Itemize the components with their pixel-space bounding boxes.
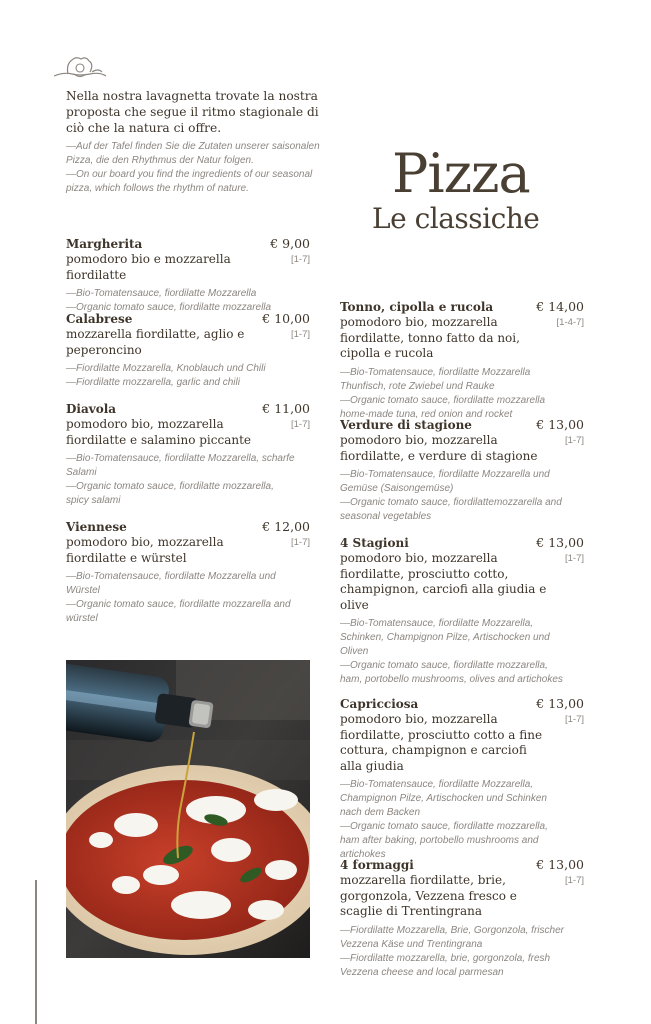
- item-allergens: [1-7]: [290, 254, 310, 265]
- item-description: mozzarella fiordilatte, aglio e peperoncino: [66, 327, 245, 357]
- item-price: € 13,00: [536, 696, 584, 711]
- item-description: pomodoro bio, mozzarella fiordilatte, tonno fatto da noi, cipolla e rucola: [340, 315, 520, 360]
- item-english: —Organic tomato sauce, fiordilatte mozzarella home-made tuna, red onion and rocket: [340, 394, 546, 420]
- item-english: —Organic tomato sauce, fiordilatte mozzarella and würstel: [66, 599, 291, 624]
- item-allergens: [1-4-7]: [556, 317, 584, 328]
- item-price: € 11,00: [262, 401, 310, 416]
- page-subtitle: Le classiche: [372, 202, 540, 235]
- item-name: Diavola: [66, 402, 117, 416]
- menu-item-viennese: [66, 519, 310, 626]
- item-description: pomodoro bio, mozzarella fiordilatte e würstel: [66, 535, 224, 565]
- item-name: Calabrese: [66, 312, 133, 326]
- item-name: 4 Stagioni: [340, 536, 409, 550]
- item-description: pomodoro bio, mozzarella fiordilatte, e verdure di stagione: [340, 433, 538, 463]
- menu-item-margherita: [66, 236, 310, 315]
- item-price: € 13,00: [536, 857, 584, 872]
- menu-item-tonno-cipolla-rucola: [340, 299, 584, 422]
- item-allergens: [1-7]: [290, 329, 310, 340]
- item-name: Margherita: [66, 237, 143, 251]
- item-german: —Bio-Tomatensauce, fiordilatte Mozzarella, Schinken, Champignon Pilze, Artischocken und Oliven: [340, 618, 550, 657]
- item-english: —Organic tomato sauce, fiordilatte mozzarella, spicy salami: [66, 481, 274, 506]
- intro-italian: Nella nostra lavagnetta trovate la nostra proposta che segue il ritmo stagionale di ciò che la natura ci offre.: [66, 89, 319, 135]
- item-english: —Organic tomato sauce, fiordilatte mozzarella, ham, portobello mushrooms, olives and artichokes: [340, 660, 563, 685]
- menu-item-calabrese: [66, 311, 310, 390]
- item-german: —Bio-Tomatensauce, fiordilatte Mozzarella und Würstel: [66, 571, 276, 596]
- item-price: € 14,00: [536, 299, 584, 314]
- item-price: € 13,00: [536, 417, 584, 432]
- item-german: —Bio-Tomatensauce, fiordilatte Mozzarella, scharfe Salami: [66, 453, 295, 478]
- page-title: Pizza: [392, 142, 530, 205]
- item-german: —Bio-Tomatensauce, fiordilatte Mozzarella Thunfisch, rote Zwiebel und Rauke: [340, 366, 531, 392]
- decorative-divider: [35, 880, 37, 1024]
- item-german: —Bio-Tomatensauce, fiordilatte Mozzarella: [66, 288, 257, 299]
- item-allergens: [1-7]: [290, 537, 310, 548]
- item-german: —Fiordilatte Mozzarella, Brie, Gorgonzola, frischer Vezzena Käse und Trentingrana: [340, 924, 564, 950]
- menu-item-4-formaggi: [340, 857, 584, 980]
- intro-text: [66, 88, 326, 196]
- intro-german: —Auf der Tafel finden Sie die Zutaten unserer saisonalen Pizza, die den Rhythmus der Natur folgen.: [66, 141, 320, 166]
- item-allergens: [1-7]: [564, 435, 584, 446]
- item-german: —Fiordilatte Mozzarella, Knoblauch und Chili: [66, 363, 266, 374]
- item-description: pomodoro bio, mozzarella fiordilatte e salamino piccante: [66, 417, 252, 447]
- item-english: —Organic tomato sauce, fiordilatte mozzarella: [66, 302, 272, 313]
- item-description: pomodoro bio, mozzarella fiordilatte, prosciutto cotto a fine cottura, champignon e carciofi alla giudia: [340, 712, 543, 773]
- item-price: € 9,00: [270, 236, 310, 251]
- item-name: Capricciosa: [340, 697, 419, 711]
- item-price: € 13,00: [536, 535, 584, 550]
- item-english: —Fiordilatte mozzarella, garlic and chili: [66, 377, 240, 388]
- menu-item-verdure-di-stagione: [340, 417, 584, 524]
- item-english: —Organic tomato sauce, fiordilatte mozzarella, ham after baking, portobello mushrooms and artichokes: [340, 821, 548, 860]
- item-name: Tonno, cipolla e rucola: [340, 300, 494, 314]
- item-price: € 10,00: [262, 311, 310, 326]
- item-allergens: [1-7]: [564, 553, 584, 564]
- item-allergens: [1-7]: [564, 875, 584, 886]
- item-german: —Bio-Tomatensauce, fiordilatte Mozzarella und Gemüse (Saisongemüse): [340, 469, 550, 494]
- chef-logo-icon: [50, 52, 108, 84]
- menu-item-4-stagioni: [340, 535, 584, 687]
- item-english: —Fiordilatte mozzarella, brie, gorgonzola, fresh Vezzena cheese and local parmesan: [340, 952, 551, 978]
- menu-item-capricciosa: [340, 696, 584, 862]
- item-description: pomodoro bio e mozzarella fiordilatte: [66, 252, 231, 282]
- item-name: 4 formaggi: [340, 858, 414, 872]
- item-name: Verdure di stagione: [340, 418, 472, 432]
- item-allergens: [1-7]: [564, 714, 584, 725]
- menu-item-diavola: [66, 401, 310, 508]
- item-allergens: [1-7]: [290, 419, 310, 430]
- item-description: mozzarella fiordilatte, brie, gorgonzola, Vezzena fresco e scaglie di Trentingrana: [340, 873, 517, 918]
- item-english: —Organic tomato sauce, fiordilattemozzarella and seasonal vegetables: [340, 497, 562, 522]
- olive-oil-pouring-on-pizza-photo: [66, 660, 310, 958]
- item-german: —Bio-Tomatensauce, fiordilatte Mozzarella, Champignon Pilze, Artischocken und Schinken nach dem Backen: [340, 779, 547, 818]
- item-price: € 12,00: [262, 519, 310, 534]
- item-description: pomodoro bio, mozzarella fiordilatte, prosciutto cotto, champignon, carciofi alla giudia e olive: [340, 551, 547, 612]
- intro-english: —On our board you find the ingredients of our seasonal pizza, which follows the rhythm of nature.: [66, 169, 313, 194]
- item-name: Viennese: [66, 520, 127, 534]
